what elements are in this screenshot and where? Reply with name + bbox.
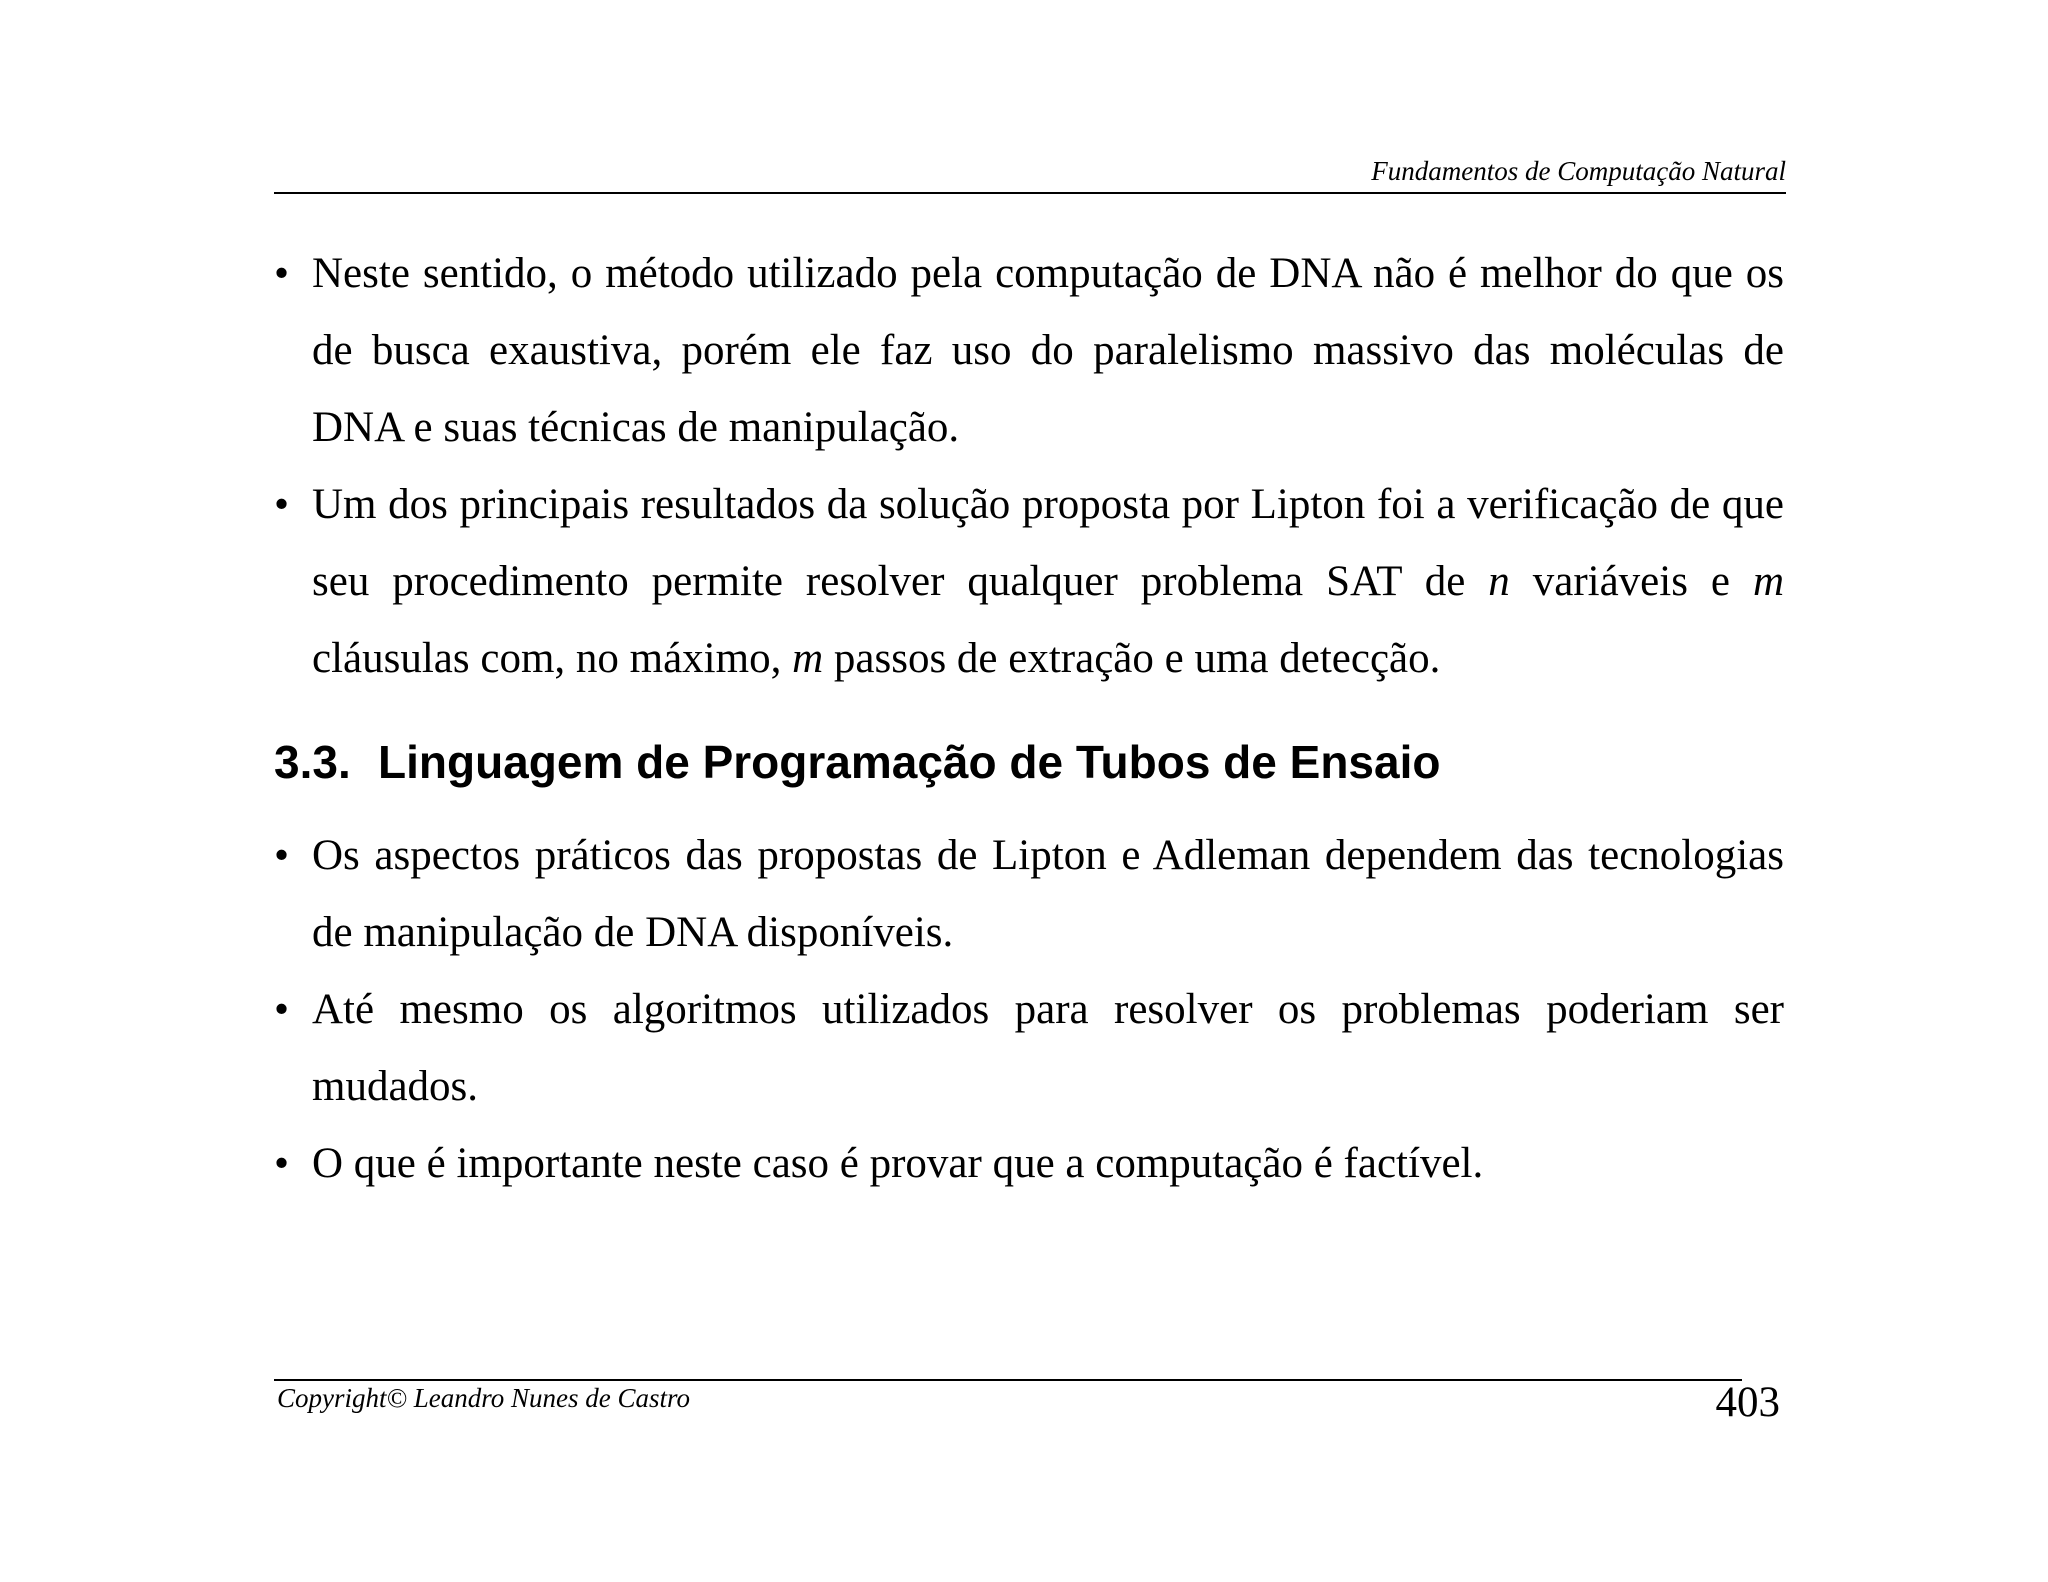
math-variable: n — [1488, 558, 1510, 605]
text-segment: variáveis e — [1509, 558, 1753, 605]
header-divider — [274, 192, 1786, 194]
bullet-item — [274, 235, 1784, 466]
footer-copyright: Copyright© Leandro Nunes de Castro — [277, 1383, 691, 1413]
bullet-item — [274, 817, 1784, 971]
text-segment: Os aspectos práticos das propostas de Lipton e Adleman dependem das tecnologias de manipulação de DNA disponíveis. — [312, 832, 1784, 956]
bullet-text — [312, 481, 1784, 682]
bullet-dot: • — [274, 986, 290, 1033]
bullet-dot: • — [274, 832, 290, 879]
bullet-item — [274, 466, 1784, 697]
bullet-text — [312, 986, 1784, 1110]
text-segment: Neste sentido, o método utilizado pela computação de DNA não é melhor do que os de busca exaustiva, porém ele faz uso do paralelismo massivo das moléculas de DNA e suas técnicas de manipulação. — [312, 250, 1784, 451]
math-variable: m — [1752, 558, 1784, 605]
bullet-item — [274, 1125, 1784, 1202]
text-segment: Um dos principais resultados da solução proposta por Lipton foi a verificação de que seu procedimento permite resolver qualquer problema SAT de — [312, 481, 1784, 605]
section-heading — [274, 730, 1784, 794]
page-body — [274, 235, 1784, 1202]
text-segment: Até mesmo os algoritmos utilizados para resolver os problemas poderiam ser mudados. — [312, 986, 1784, 1110]
text-segment: O que é importante neste caso é provar que a computação é factível. — [312, 1140, 1484, 1187]
text-segment: passos de extração e uma detecção. — [823, 635, 1441, 682]
section-number: 3.3. — [274, 736, 351, 788]
bullet-text — [312, 250, 1784, 451]
bullet-dot: • — [274, 1140, 290, 1187]
running-header-title: Fundamentos de Computação Natural — [1371, 156, 1786, 186]
math-variable: m — [792, 635, 824, 682]
section-title: Linguagem de Programação de Tubos de Ensaio — [378, 736, 1441, 788]
bullet-dot: • — [274, 250, 290, 297]
footer-divider — [274, 1379, 1742, 1381]
bullet-item — [274, 971, 1784, 1125]
intro-bullet-list — [274, 235, 1784, 697]
bullet-dot: • — [274, 481, 290, 528]
bullet-text — [312, 832, 1784, 956]
bullet-text — [312, 1140, 1483, 1187]
text-segment: cláusulas com, no máximo, — [312, 635, 793, 682]
section-bullet-list — [274, 817, 1784, 1202]
page-number: 403 — [1715, 1379, 1780, 1426]
